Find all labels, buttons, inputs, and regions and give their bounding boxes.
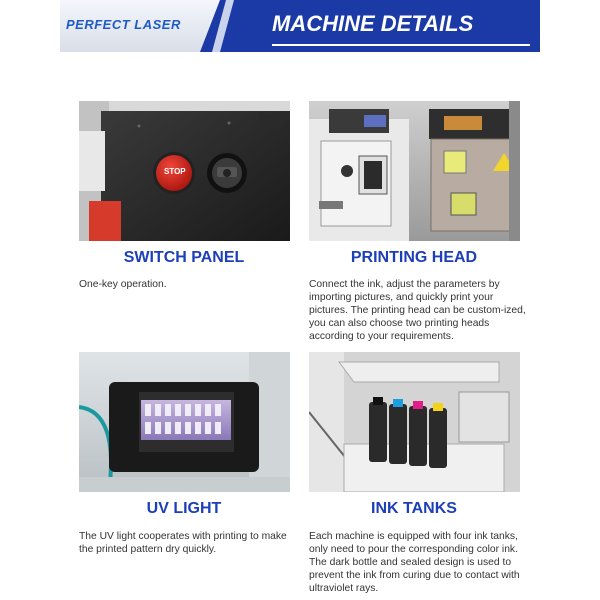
printing-head-description: Connect the ink, adjust the parameters by importing pictures, and quickly print your pictures. The printing head can be custom-ized, you can also choose two printing heads according to your requirements. [309, 279, 526, 342]
uv-light-description: The UV light cooperates with printing to make the printed pattern dry quickly. [79, 531, 287, 555]
switch-panel-photo [79, 101, 290, 241]
brand-logo: PERFECT LASER [66, 17, 181, 32]
logo-area [60, 0, 220, 52]
header-banner [60, 0, 540, 52]
ink-tanks-description: Each machine is equipped with four ink tanks, only need to pour the corresponding color ink. The dark bottle and sealed design is used to prevent the ink from curing due to contact with ultraviolet rays. [309, 531, 520, 594]
ink-tanks-photo [309, 352, 520, 492]
switch-panel-description: One-key operation. [79, 279, 167, 290]
stop-button-label: STOP [164, 167, 186, 176]
title-underline [272, 44, 530, 46]
printing-head-title: PRINTING HEAD [350, 249, 478, 266]
ink-tanks-title: INK TANKS [371, 500, 457, 517]
page-title: MACHINE DETAILS [272, 11, 474, 36]
switch-panel-title: SWITCH PANEL [123, 249, 245, 266]
uv-light-photo [79, 352, 290, 492]
printing-head-photo [309, 101, 520, 241]
uv-light-title: UV LIGHT [146, 500, 222, 517]
